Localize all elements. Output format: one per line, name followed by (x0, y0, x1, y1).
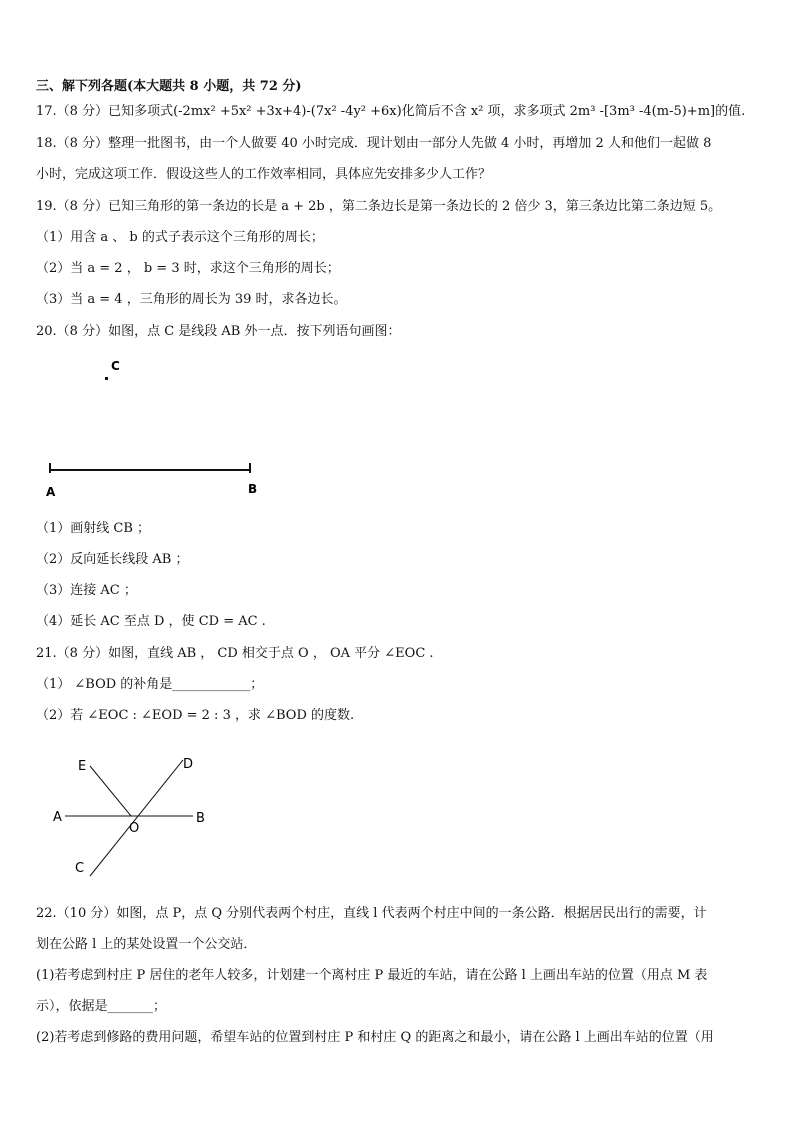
question-20-part1: （1）画射线 CB ； (36, 521, 151, 536)
label-o: O (129, 821, 140, 836)
question-22-part2-line1: (2)若考虑到修路的费用问题，希望车站的位置到村庄 P 和村庄 Q 的距离之和最小，请在公路 l 上画出车站的位置（用 (36, 1030, 714, 1045)
question-20-stem: 20.（8 分）如图，点 C 是线段 AB 外一点．按下列语句画图： (36, 324, 401, 339)
figure-intersecting-lines (45, 748, 225, 893)
label-a: A (46, 485, 56, 499)
label-b: B (248, 482, 258, 496)
question-21-part1: （1） ∠BOD 的补角是____________； (36, 677, 264, 692)
question-19-part3: （3）当 a = 4 ，三角形的周长为 39 时，求各边长。 (36, 292, 347, 307)
question-20-part2: （2）反向延长线段 AB ； (36, 552, 189, 567)
label-a: A (53, 810, 62, 825)
question-20-part4: （4）延长 AC 至点 D ，使 CD = AC . (36, 614, 266, 629)
question-17: 17.（8 分）已知多项式(-2mx² +5x² +3x+4)-(7x² -4y² +6x)化简后不含 x² 项，求多项式 2m³ -[3m³ -4(m-5)+m]的值. (36, 104, 746, 119)
label-c: C (111, 359, 120, 373)
line-cd (90, 760, 183, 876)
question-19-stem: 19.（8 分）已知三角形的第一条边的长是 a + 2b ，第二条边长是第一条边长的 2 倍少 3，第三条边比第二条边短 5。 (36, 199, 722, 214)
question-18-line1: 18.（8 分）整理一批图书，由一个人做要 40 小时完成．现计划由一部分人先做 4 小时，再增加 2 人和他们一起做 8 (36, 136, 712, 151)
question-19-part2: （2）当 a = 2 ， b = 3 时，求这个三角形的周长； (36, 261, 340, 276)
question-22-line2: 划在公路 l 上的某处设置一个公交站． (36, 937, 257, 952)
label-b: B (196, 811, 205, 826)
question-21-part2: （2）若 ∠EOC : ∠EOD = 2 : 3 ，求 ∠BOD 的度数. (36, 708, 355, 723)
section-heading: 三、解下列各题(本大题共 8 小题，共 72 分) (36, 79, 302, 94)
point-c-dot (105, 377, 108, 380)
question-20-part3: （3）连接 AC ； (36, 583, 137, 598)
question-22-part1-line1: (1)若考虑到村庄 P 居住的老年人较多，计划建一个离村庄 P 最近的车站，请在公路 l 上画出车站的位置（用点 M 表 (36, 968, 708, 983)
label-e: E (78, 759, 87, 774)
figure-segment-ab-point-c (40, 352, 280, 502)
question-19-part1: （1）用含 a 、 b 的式子表示这个三角形的周长； (36, 230, 324, 245)
label-d: D (183, 757, 194, 772)
question-18-line2: 小时，完成这项工作．假设这些人的工作效率相同，具体应先安排多少人工作？ (36, 167, 492, 182)
label-c: C (75, 861, 85, 876)
ray-oe (90, 766, 131, 816)
question-21-stem: 21.（8 分）如图，直线 AB ， CD 相交于点 O ， OA 平分 ∠EOC . (36, 646, 434, 661)
question-22-part1-line2: 示），依据是_______； (36, 999, 167, 1014)
question-22-line1: 22.（10 分）如图，点 P，点 Q 分别代表两个村庄，直线 l 代表两个村庄中间的一条公路．根据居民出行的需要，计 (36, 906, 707, 921)
